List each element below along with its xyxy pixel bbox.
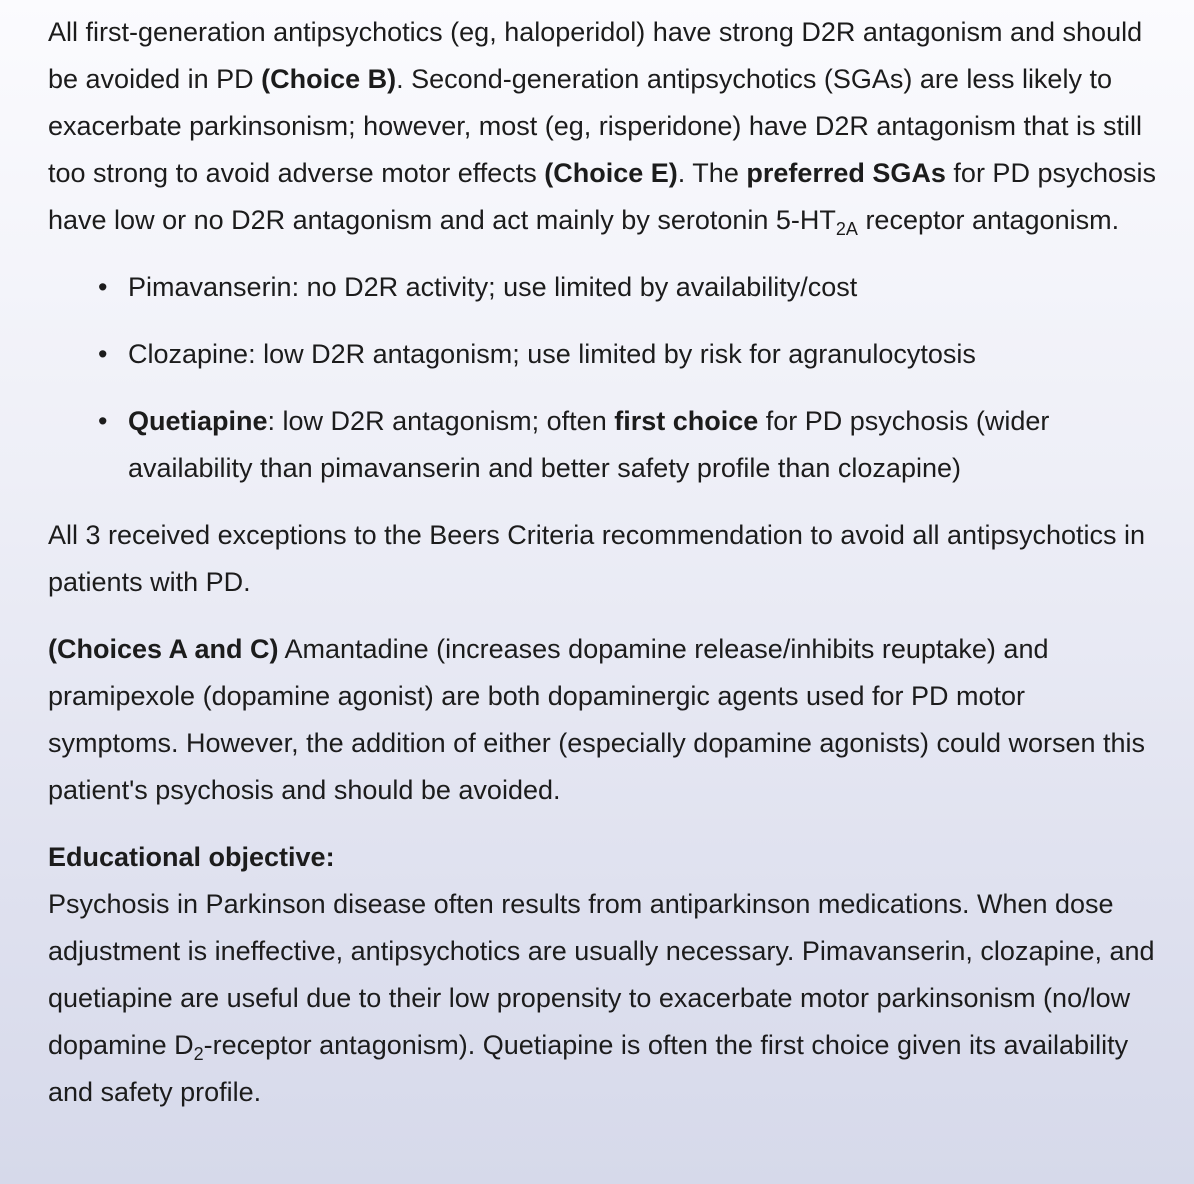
intro-text-4: for PD psychosis have low or no D2R antagonism and act mainly by serotonin 5-HT [48,158,1156,235]
list-item-clozapine [48,331,1158,378]
subscript-2: 2 [193,1044,204,1064]
beers-paragraph: All 3 received exceptions to the Beers Criteria recommendation to avoid all antipsychotics in patients with PD. [48,520,1146,597]
preferred-sgas-term: preferred SGAs [746,158,946,188]
objective-heading-text: Educational objective: [48,842,335,872]
drug-description: : low D2R antagonism; use limited by risk for agranulocytosis [248,339,976,369]
intro-text-1: All first-generation antipsychotics (eg, haloperidol) have strong D2R antagonism and should be avoided in PD [48,17,1143,94]
choice-b-reference: (Choice B) [261,64,397,94]
drug-description: : no D2R activity; use limited by availability/cost [291,272,858,302]
choices-a-c-paragraph [48,626,1158,814]
bullet-icon: • [98,272,108,302]
choices-a-c-text: Amantadine (increases dopamine release/inhibits reuptake) and pramipexole (dopamine agonist) are both dopaminergic agents used for PD motor symptoms. However, the addition of either (especially dopamine agonists) could worsen this patient's psychosis and should be avoided. [48,634,1146,805]
drug-description-cont: for PD psychosis (wider availability than pimavanserin and better safety profile than clozapine) [128,406,1050,483]
choice-e-reference: (Choice E) [544,158,678,188]
objective-text-1: Psychosis in Parkinson disease often results from antiparkinson medications. When dose adjustment is ineffective, antipsychotics are usually necessary. Pimavanserin, clozapine, and quetiapine are useful due to their low propensity to exacerbate motor parkinsonism (no/low dopamine D [48,889,1155,1060]
list-item-quetiapine [48,398,1158,492]
intro-paragraph [48,9,1158,244]
intro-text-2: . Second-generation antipsychotics (SGAs) are less likely to exacerbate parkinsonism; however, most (eg, risperidone) have D2R antagonism that is still too strong to avoid adverse motor effects [48,64,1143,188]
first-choice-term: first choice [614,406,759,436]
drug-name: Pimavanserin [128,272,292,302]
preferred-sga-list [48,264,1158,492]
objective-text-2: -receptor antagonism). Quetiapine is often the first choice given its availability and safety profile. [48,1030,1129,1107]
subscript-2a: 2A [835,219,858,239]
intro-text-3: . The [677,158,747,188]
drug-description: : low D2R antagonism; often [267,406,615,436]
educational-objective-heading [48,834,1158,881]
educational-objective-text [48,881,1158,1116]
bullet-icon: • [98,339,108,369]
choices-a-c-label: (Choices A and C) [48,634,279,664]
intro-text-5: receptor antagonism. [857,205,1120,235]
drug-name: Clozapine [128,339,249,369]
bullet-icon: • [98,406,108,436]
explanation-content [48,9,1158,1116]
list-item-pimavanserin [48,264,1158,311]
drug-name: Quetiapine [128,406,268,436]
